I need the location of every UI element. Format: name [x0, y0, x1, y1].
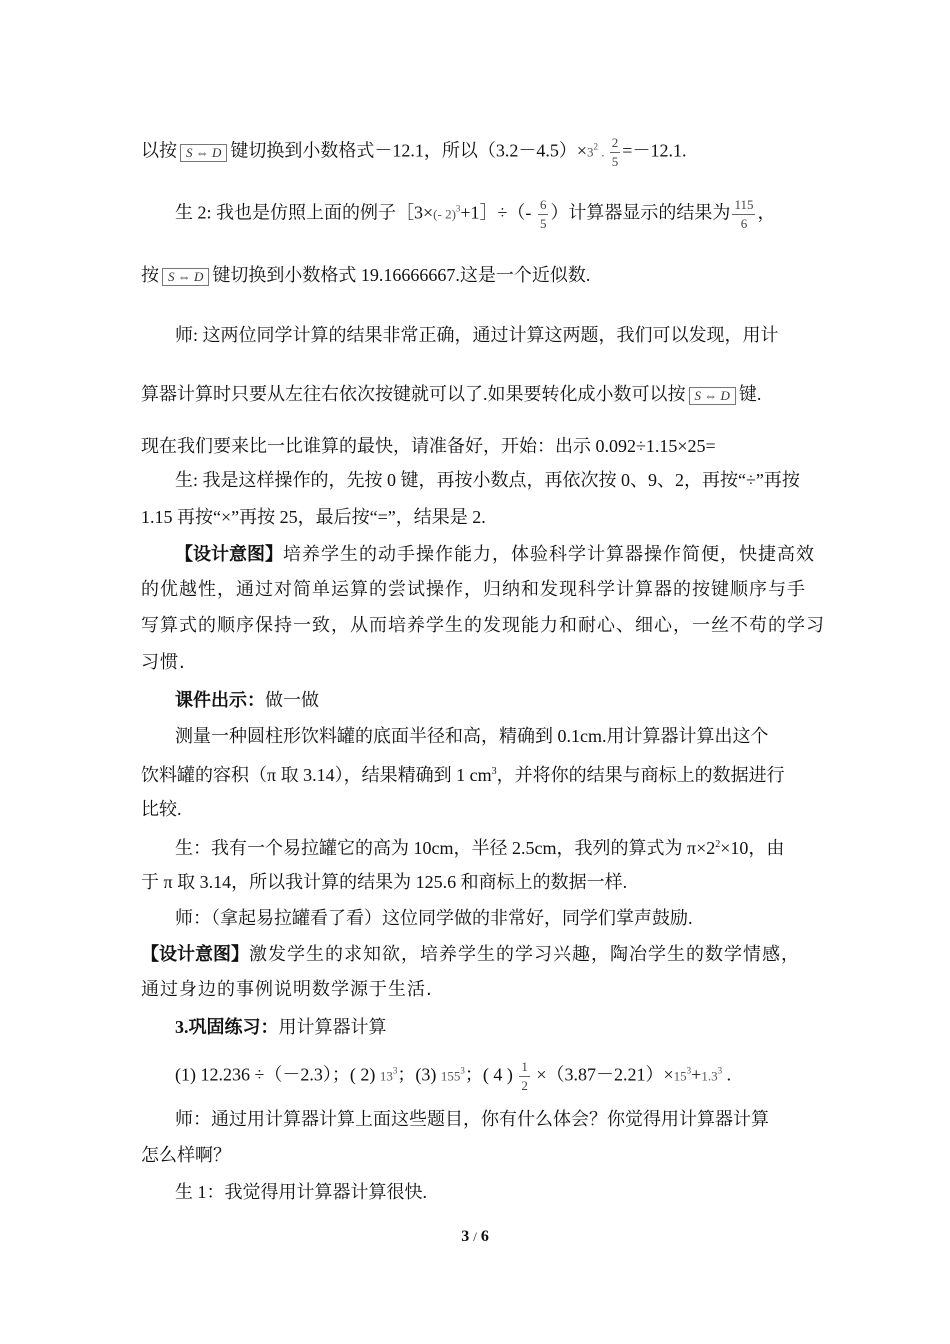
design-intent-line: [141, 942, 800, 967]
exponent: 3: [717, 1065, 723, 1076]
text-line: 生 1：我觉得用计算器计算很快.: [175, 1182, 427, 1202]
text-line: 习惯.: [141, 652, 186, 673]
text-line: [175, 833, 784, 860]
text: 生 2: 我也是仿照上面的例子［3×: [175, 202, 434, 223]
text-line: 于 π 取 3.14，所以我计算的结果为 125.6 和商标上的数据一样.: [141, 872, 628, 892]
denominator: 5: [611, 154, 619, 169]
text: 生：我有一个易拉罐它的高为 10cm，半径 2.5cm，我列的算式为 π×2: [175, 838, 716, 858]
numerator: 6: [538, 196, 549, 215]
power-base: 155: [440, 1068, 461, 1084]
denominator: 2: [521, 1078, 528, 1093]
text-line: 的优越性，通过对简单运算的尝试操作，归纳和发现科学计算器的按键顺序与手: [141, 579, 806, 600]
text-line: 生: 我是这样操作的，先按 0 键，再按小数点，再依次按 0、9、2，再按“÷”再按: [175, 470, 800, 490]
total-pages: 6: [480, 1228, 489, 1245]
text-line: 现在我们要来比一比谁算的最快，请准备好，开始：出示 0.092÷1.15×25=: [141, 436, 716, 456]
calculator-key-s-d: S ⇔ D: [689, 387, 736, 405]
exponent: 3: [455, 203, 461, 214]
text: ；(3): [397, 1064, 441, 1085]
text: 键切换到小数格式－12.1，所以（3.2－4.5）×: [230, 140, 588, 161]
fraction: [519, 1058, 530, 1095]
text: 算器计算时只要从左往右依次按键就可以了.如果要转化成小数可以按: [141, 384, 686, 404]
exponent: 2: [715, 839, 721, 850]
design-intent-tag: 【设计意图】: [141, 944, 249, 964]
text: ，: [757, 202, 776, 223]
exponent: 2: [593, 141, 599, 152]
text: +1］÷（-: [460, 202, 536, 223]
text: +: [691, 1064, 702, 1085]
power-base: 3: [587, 144, 594, 160]
text-line: 师: 这两位同学计算的结果非常正确，通过计算这两题，我们可以发现，用计: [175, 325, 779, 345]
text: 按: [141, 265, 159, 285]
text: 培养学生的动手操作能力，体验科学计算器操作简便，快捷高效: [283, 544, 815, 565]
text: ）计算器显示的结果为: [550, 202, 731, 223]
text-line: 写算式的顺序保持一致，从而培养学生的发现能力和耐心、细心，一丝不苟的学习: [141, 615, 825, 636]
power-base: 15: [673, 1068, 687, 1084]
heading-label: 课件出示：: [175, 690, 265, 710]
power-base: 13: [379, 1068, 393, 1084]
calculator-key-s-d: S ⇔ D: [180, 144, 227, 162]
text-line: [175, 196, 775, 233]
text-line: [141, 263, 590, 287]
courseware-heading: [175, 688, 319, 712]
numerator: 1: [519, 1058, 530, 1077]
exponent: 3: [460, 1065, 465, 1076]
text-line: 测量一种圆柱形饮料罐的底面半径和高，精确到 0.1cm.用计算器计算出这个: [175, 726, 769, 746]
text: 激发学生的求知欲，培养学生的学习兴趣，陶冶学生的数学情感，: [249, 944, 800, 965]
text: ×（3.87－2.21）×: [531, 1064, 674, 1085]
text: ；( 4 ): [464, 1064, 518, 1085]
text-line: 通过身边的事例说明数学源于生活.: [141, 979, 433, 1000]
denominator: 5: [539, 216, 547, 231]
text: 做一做: [265, 690, 319, 710]
text-line: [141, 382, 761, 406]
text-line: 1.15 再按“×”再按 25，最后按“=”，结果是 2.: [141, 507, 486, 527]
power-base: (- 2): [433, 206, 456, 222]
exponent: 3: [686, 1065, 692, 1076]
design-intent-tag: 【设计意图】: [175, 544, 283, 564]
power-base: 1.3: [701, 1068, 718, 1084]
heading-label: 3.巩固练习：: [175, 1017, 279, 1037]
text: 键切换到小数格式 19.16666667.这是一个近似数.: [212, 265, 591, 285]
text-line: 比较.: [141, 799, 182, 819]
fraction: [732, 196, 755, 233]
text-line: 师：通过用计算器计算上面这些题目，你有什么体会？你觉得用计算器计算: [175, 1109, 769, 1129]
text: .: [598, 144, 608, 160]
page-separator: /: [473, 1229, 477, 1244]
exponent: 3: [392, 1065, 398, 1076]
text: .: [722, 1064, 732, 1085]
fraction: [538, 196, 549, 233]
text: 键.: [738, 384, 762, 404]
text: 以按: [141, 140, 177, 161]
text-line: 师：（拿起易拉罐看了看）这位同学做的非常好，同学们掌声鼓励.: [175, 908, 693, 928]
numerator: 2: [610, 134, 621, 153]
text: =－12.1.: [622, 140, 687, 161]
page-number: [0, 1228, 950, 1246]
exercise-heading: [175, 1015, 387, 1039]
text-line: [141, 760, 785, 787]
exercise-line: [175, 1058, 731, 1095]
text: 饮料罐的容积（π 取 3.14），结果精确到 1 cm: [141, 765, 492, 785]
numerator: 115: [732, 196, 755, 215]
text-line: [141, 134, 686, 171]
text-line: 怎么样啊？: [141, 1145, 231, 1165]
current-page: 3: [461, 1228, 470, 1245]
design-intent-line: [175, 542, 815, 567]
calculator-key-s-d: S ⇔ D: [162, 268, 209, 286]
denominator: 6: [740, 216, 748, 231]
fraction: [610, 134, 621, 171]
text: ，并将你的结果与商标上的数据进行: [496, 765, 785, 785]
exponent: 3: [491, 766, 497, 777]
text: ×10，由: [720, 838, 785, 858]
text: 用计算器计算: [278, 1017, 387, 1037]
text: (1) 12.236 ÷（－2.3）；( 2): [175, 1064, 380, 1085]
